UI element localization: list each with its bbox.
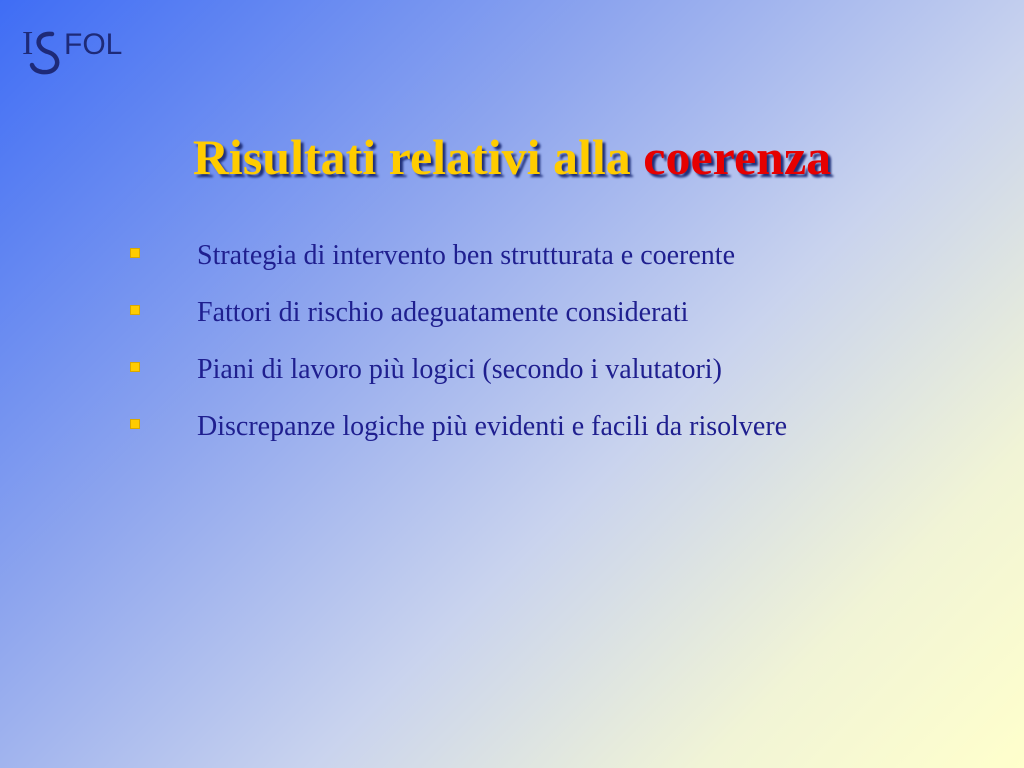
- title-main: Risultati relativi alla: [192, 129, 631, 185]
- square-bullet-icon: [130, 419, 140, 429]
- bullet-text: Strategia di intervento ben strutturata e coerente: [197, 240, 736, 271]
- title-accent: coerenza: [643, 129, 832, 185]
- bullet-text: Fattori di rischio adeguatamente considerati: [197, 297, 689, 328]
- bullet-item: [128, 232, 948, 279]
- bullet-item: [128, 289, 948, 336]
- bullet-item: [128, 346, 948, 393]
- square-bullet-icon: [130, 248, 140, 258]
- svg-text:FOL: FOL: [64, 28, 123, 61]
- slide-title: [0, 127, 1024, 187]
- bullet-text: Piani di lavoro più logici (secondo i valutatori): [197, 354, 722, 385]
- bullet-text: Discrepanze logiche più evidenti e facili da risolvere: [197, 411, 788, 442]
- square-bullet-icon: [130, 305, 140, 315]
- isfol-logo: [22, 22, 142, 82]
- bullet-list: [128, 232, 948, 460]
- svg-text:I: I: [22, 25, 34, 62]
- bullet-item: [128, 403, 948, 450]
- square-bullet-icon: [130, 362, 140, 372]
